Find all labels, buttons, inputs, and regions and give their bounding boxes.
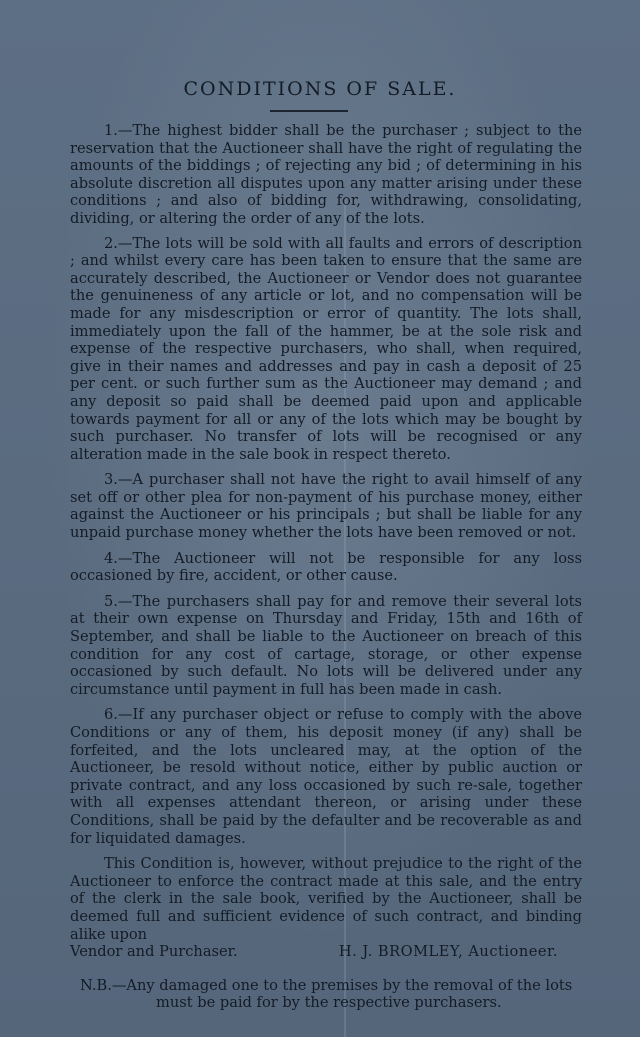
auctioneer-signature: H. J. BROMLEY, Auctioneer.	[338, 943, 558, 961]
note-line-1: N.B.—Any damaged one to the premises by the removal of the lots	[80, 976, 573, 994]
final-condition-paragraph: This Condition is, however, without prejudice to the right of the Auctioneer to enforce the contract made at this sale, and the entry of the clerk in the sale book, verified by the Auctioneer, shall be deemed full and sufficient evidence of such contract, and binding alike upon	[70, 855, 582, 943]
condition-4: 4.—The Auctioneer will not be responsible for any loss occasioned by fire, accident, or other cause.	[70, 549, 582, 585]
signature-row	[70, 943, 582, 961]
conditions-body	[70, 122, 582, 1012]
condition-3: 3.—A purchaser shall not have the right to avail himself of any set off or other plea for non-payment of his purchase money, either against the Auctioneer or his principals ; but shall be liable for any unpaid purchase money whether the lots have been removed or not.	[70, 471, 582, 542]
page-title: CONDITIONS OF SALE.	[183, 78, 457, 100]
condition-6: 6.—If any purchaser object or refuse to comply with the above Conditions or any of them, his deposit money (if any) shall be forfeited, and the lots uncleared may, at the option of the Auctioneer, be resold without notice, either by public auction or private contract, and any loss occasioned by such re-sale, together with all expenses attendant thereon, or arising under these Conditions, shall be paid by the defaulter and be recoverable as and for liquidated damages.	[70, 706, 582, 847]
final-condition-end: Vendor and Purchaser.	[70, 943, 238, 961]
note-line-2: must be paid for by the respective purchasers.	[156, 994, 502, 1012]
title-underline-rule	[270, 110, 348, 112]
condition-2: 2.—The lots will be sold with all faults and errors of description ; and whilst every care has been taken to ensure that the same are accurately described, the Auctioneer or Vendor does not guarantee the genuineness of any article or lot, and no compensation will be made for any misdescription or error of quantity. The lots shall, immediately upon the fall of the hammer, be at the sole risk and expense of the respective purchasers, who shall, when required, give in their names and addresses and pay in cash a deposit of 25 per cent. or such further sum as the Auctioneer may demand ; and any deposit so paid shall be deemed paid upon and applicable towards payment for all or any of the lots which may be bought by such purchaser. No transfer of lots will be recognised or any alteration made in the sale book in respect thereto.	[70, 234, 582, 463]
condition-5: 5.—The purchasers shall pay for and remove their several lots at their own expense on Thursday and Friday, 15th and 16th of September, and shall be liable to the Auctioneer on breach of this condition for any cost of cartage, storage, or other expense occasioned by such default. No lots will be delivered under any circumstance until payment in full has been made in cash.	[70, 592, 582, 698]
nota-bene-note	[70, 977, 582, 1012]
condition-1: 1.—The highest bidder shall be the purchaser ; subject to the reservation that the Auctioneer shall have the right of regulating the amounts of the biddings ; of rejecting any bid ; of determining in his absolute discretion all disputes upon any matter arising under these conditions ; and also of bidding for, withdrawing, consolidating, dividing, or altering the order of any of the lots.	[70, 122, 582, 227]
